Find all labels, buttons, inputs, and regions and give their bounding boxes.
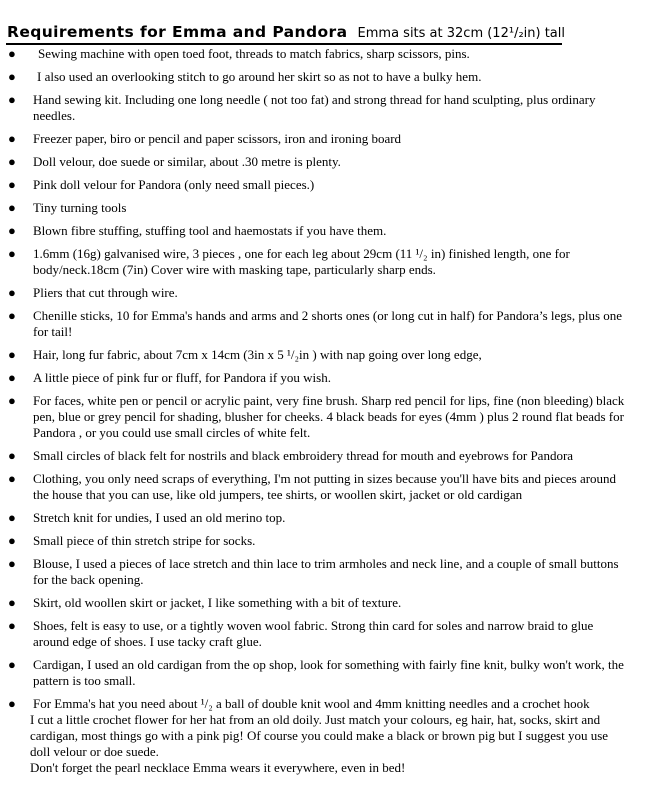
list-item-text: For Emma's hat you need about ¹/₂ a ball of double knit wool and 4mm knitting needles and a crochet hook xyxy=(33,696,590,711)
page-title xyxy=(7,22,657,41)
bullet-icon: ● xyxy=(8,308,16,323)
list-item-text: Blouse, I used a pieces of lace stretch and thin lace to trim armholes and neck line, and a couple of small buttons for the back opening. xyxy=(33,556,619,587)
bullet-icon: ● xyxy=(8,556,16,571)
list-item-text: Small circles of black felt for nostrils and black embroidery thread for mouth and eyebrows for Pandora xyxy=(33,448,574,463)
bullet-icon: ● xyxy=(8,448,16,463)
list-item xyxy=(0,46,662,62)
bullet-icon: ● xyxy=(8,618,16,633)
bullet-icon: ● xyxy=(8,393,16,408)
list-item-text: Skirt, old woollen skirt or jacket, I like something with a bit of texture. xyxy=(33,595,402,610)
title-subtitle: Emma sits at 32cm (12¹/₂in) tall xyxy=(357,26,565,41)
list-item xyxy=(0,510,662,526)
bullet-icon: ● xyxy=(8,657,16,672)
list-item-note: Don't forget the pearl necklace Emma wears it everywhere, even in bed! xyxy=(30,760,406,775)
list-item xyxy=(0,200,662,216)
list-item-text: Sewing machine with open toed foot, threads to match fabrics, sharp scissors, pins. xyxy=(38,46,470,61)
list-item-text: Stretch knit for undies, I used an old merino top. xyxy=(33,510,286,525)
list-item-text: 1.6mm (16g) galvanised wire, 3 pieces , one for each leg about 29cm (11 ¹/₂ in) finished length, one for body/neck.18cm (7in) Cover wire with masking tape, particularly sharp ends. xyxy=(33,246,570,277)
bullet-icon: ● xyxy=(8,200,16,215)
list-item xyxy=(0,154,662,170)
list-item xyxy=(0,246,662,278)
list-item xyxy=(0,448,662,464)
bullet-icon: ● xyxy=(8,285,16,300)
bullet-icon: ● xyxy=(8,533,16,548)
bullet-icon: ● xyxy=(8,510,16,525)
bullet-icon: ● xyxy=(8,595,16,610)
list-item-text: Small piece of thin stretch stripe for socks. xyxy=(33,533,256,548)
requirements-list xyxy=(0,46,662,783)
list-item xyxy=(0,393,662,441)
list-item xyxy=(0,285,662,301)
bullet-icon: ● xyxy=(8,246,16,261)
bullet-icon: ● xyxy=(8,223,16,238)
list-item-text: Chenille sticks, 10 for Emma's hands and arms and 2 shorts ones (or long cut in half) for Pandora’s legs, plus one for tail! xyxy=(33,308,623,339)
list-item-text: I also used an overlooking stitch to go around her skirt so as not to have a bulky hem. xyxy=(37,69,482,84)
list-item xyxy=(0,347,662,363)
list-item xyxy=(0,618,662,650)
list-item xyxy=(0,657,662,689)
list-item xyxy=(0,69,662,85)
bullet-icon: ● xyxy=(8,696,16,711)
list-item xyxy=(0,471,662,503)
bullet-icon: ● xyxy=(8,92,16,107)
list-item-text: For faces, white pen or pencil or acrylic paint, very fine brush. Sharp red pencil for lips, fine (non bleeding) black pen, blue or grey pencil for shading, blusher for cheeks. 4 black beads for eyes (4mm ) plus 2 round flat beads for Pandora , or you could use small circles of white felt. xyxy=(33,393,625,440)
bullet-icon: ● xyxy=(8,471,16,486)
list-item xyxy=(0,92,662,124)
list-item-note: I cut a little crochet flower for her hat from an old doily. Just match your colours, eg hair, hat, socks, skirt and cardigan, most things go with a pink pig! Of course you could make a black or brown pig but I suggest you use doll velour or doe suede. xyxy=(30,712,609,759)
list-item-text: Blown fibre stuffing, stuffing tool and haemostats if you have them. xyxy=(33,223,387,238)
list-item-text: Pliers that cut through wire. xyxy=(33,285,178,300)
bullet-icon: ● xyxy=(8,370,16,385)
list-item xyxy=(0,131,662,147)
bullet-icon: ● xyxy=(8,154,16,169)
title-underline xyxy=(6,43,562,45)
list-item xyxy=(0,533,662,549)
list-item xyxy=(0,556,662,588)
list-item-text: Tiny turning tools xyxy=(33,200,127,215)
list-item-text: Hand sewing kit. Including one long needle ( not too fat) and strong thread for hand sculpting, plus ordinary needles. xyxy=(33,92,596,123)
bullet-icon: ● xyxy=(8,46,16,61)
list-item-text: Doll velour, doe suede or similar, about .30 metre is plenty. xyxy=(33,154,341,169)
list-item xyxy=(0,595,662,611)
bullet-icon: ● xyxy=(8,69,16,84)
list-item xyxy=(0,308,662,340)
list-item-text: Clothing, you only need scraps of everything, I'm not putting in sizes because you'll have bits and pieces around the house that you can use, like old jumpers, tee shirts, or woollen skirt, jacket or old cardigan xyxy=(33,471,617,502)
list-item-text: Freezer paper, biro or pencil and paper scissors, iron and ironing board xyxy=(33,131,402,146)
list-item-text: Cardigan, I used an old cardigan from the op shop, look for something with fairly fine knit, bulky won't work, the pattern is too small. xyxy=(33,657,624,688)
list-item-text: Hair, long fur fabric, about 7cm x 14cm (3in x 5 ¹/₂in ) with nap going over long edge, xyxy=(33,347,482,362)
list-item-text: Shoes, felt is easy to use, or a tightly woven wool fabric. Strong thin card for soles and narrow braid to glue around edge of shoes. I use tacky craft glue. xyxy=(33,618,594,649)
list-item xyxy=(0,370,662,386)
bullet-icon: ● xyxy=(8,347,16,362)
list-item xyxy=(0,696,662,776)
list-item-text: A little piece of pink fur or fluff, for Pandora if you wish. xyxy=(33,370,331,385)
title-main: Requirements for Emma and Pandora xyxy=(7,23,348,41)
list-item xyxy=(0,223,662,239)
list-item-text: Pink doll velour for Pandora (only need small pieces.) xyxy=(33,177,315,192)
bullet-icon: ● xyxy=(8,131,16,146)
list-item xyxy=(0,177,662,193)
bullet-icon: ● xyxy=(8,177,16,192)
